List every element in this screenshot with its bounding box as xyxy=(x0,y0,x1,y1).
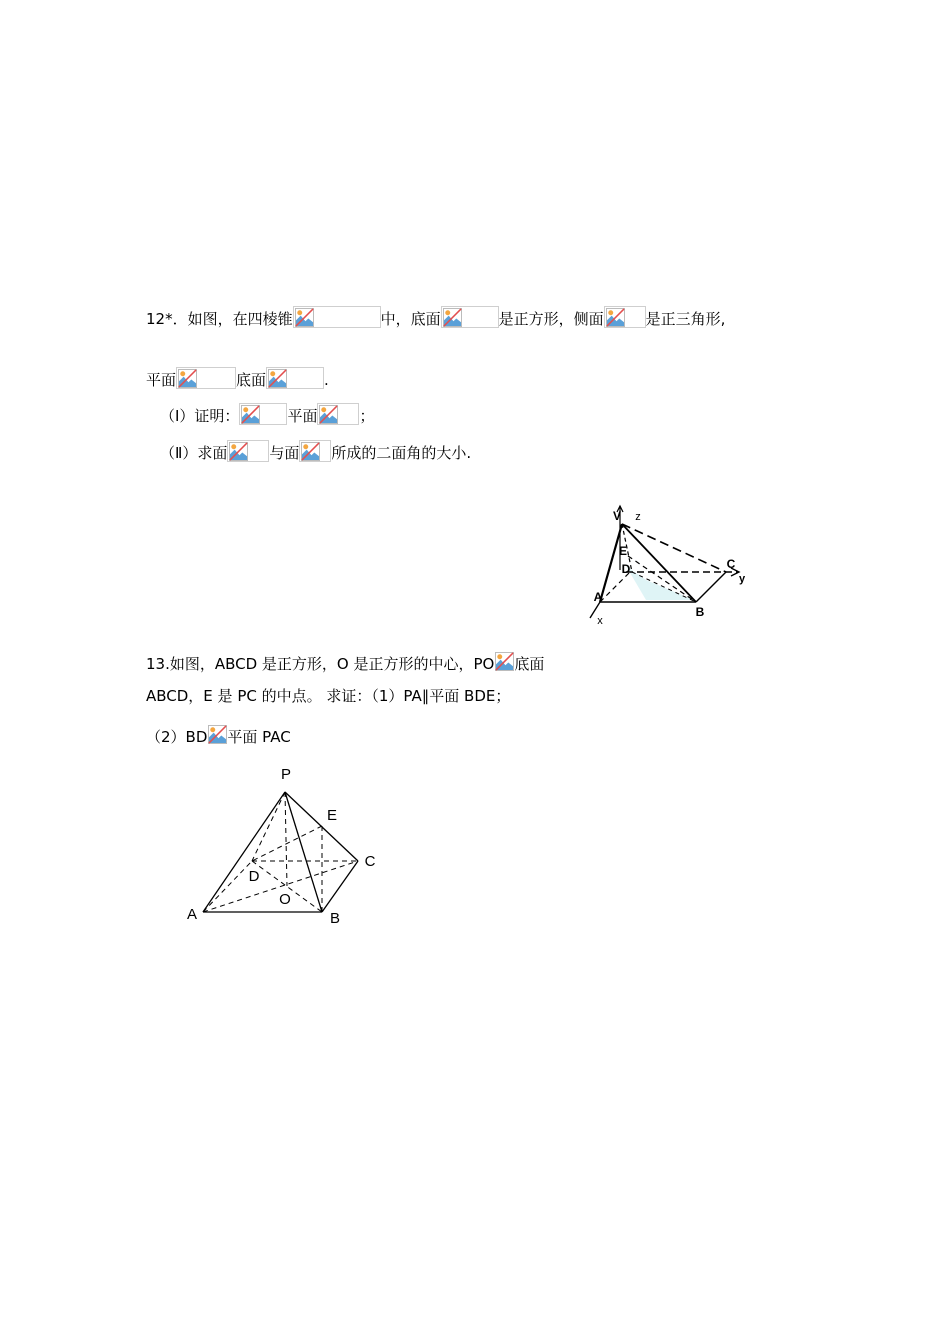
broken-image-icon xyxy=(441,306,499,328)
q12-line2: 平面 底面 . xyxy=(146,367,329,389)
q13-label-P: P xyxy=(280,766,292,783)
broken-image-icon xyxy=(207,724,227,746)
broken-image-icon xyxy=(176,367,236,389)
q12-part2: （Ⅱ）求面 与面 所成的二面角的大小. xyxy=(160,440,471,462)
q13-label-O: O xyxy=(279,891,291,908)
q12-label-z: z xyxy=(635,511,641,523)
q13-edge-PO xyxy=(285,792,287,886)
q13-line2: ABCD，E 是 PC 的中点。 求证：（1）PA∥平面 BDE； xyxy=(146,687,511,705)
q13-edge-PA xyxy=(203,792,285,912)
q12-base-shading xyxy=(626,566,694,600)
broken-image-icon xyxy=(266,367,324,389)
q13-edge-PD xyxy=(252,792,285,861)
q13-edge-AD xyxy=(203,861,252,912)
broken-image-icon xyxy=(317,403,359,425)
q12-label-y: y xyxy=(738,573,746,585)
q13-label-E: E xyxy=(326,807,338,824)
broken-image-icon xyxy=(299,440,331,462)
q13-line1: 13.如图，ABCD 是正方形，O 是正方形的中心，PO 底面 xyxy=(146,651,544,673)
q12-label-B: B xyxy=(695,605,705,619)
q13-line3: （2）BD 平面 PAC xyxy=(146,724,291,746)
q13-edge-ED xyxy=(252,826,322,861)
q13-label-A: A xyxy=(186,906,198,923)
q12-label-E: E xyxy=(618,544,628,558)
q12-number: 12*． xyxy=(146,310,188,328)
q12-label-V: V xyxy=(612,509,622,523)
broken-image-icon xyxy=(239,403,287,425)
q13-edge-BC xyxy=(322,861,358,912)
broken-image-icon xyxy=(293,306,381,328)
broken-image-icon xyxy=(494,651,514,673)
q12-label-x: x xyxy=(597,615,603,627)
broken-image-icon xyxy=(227,440,269,462)
q13-label-B: B xyxy=(329,910,341,927)
q13-label-C: C xyxy=(364,853,376,870)
q12-label-D: D xyxy=(621,562,631,576)
q12-part1: （Ⅰ）证明： 平面 ； xyxy=(160,403,374,425)
q12-line1: 12*．如图，在四棱锥 中，底面 是正方形，侧面 是正三角形, xyxy=(146,306,725,328)
q12-label-A: A xyxy=(593,590,603,604)
q12-label-C: C xyxy=(726,557,736,571)
q12-edge-VC xyxy=(622,524,726,572)
q12-pyramid-figure xyxy=(586,500,750,628)
q13-pyramid-figure xyxy=(180,760,380,930)
q12-edge-BC xyxy=(696,572,726,602)
q13-label-D: D xyxy=(248,868,260,885)
q12-edge-VA xyxy=(600,524,622,602)
broken-image-icon xyxy=(604,306,646,328)
